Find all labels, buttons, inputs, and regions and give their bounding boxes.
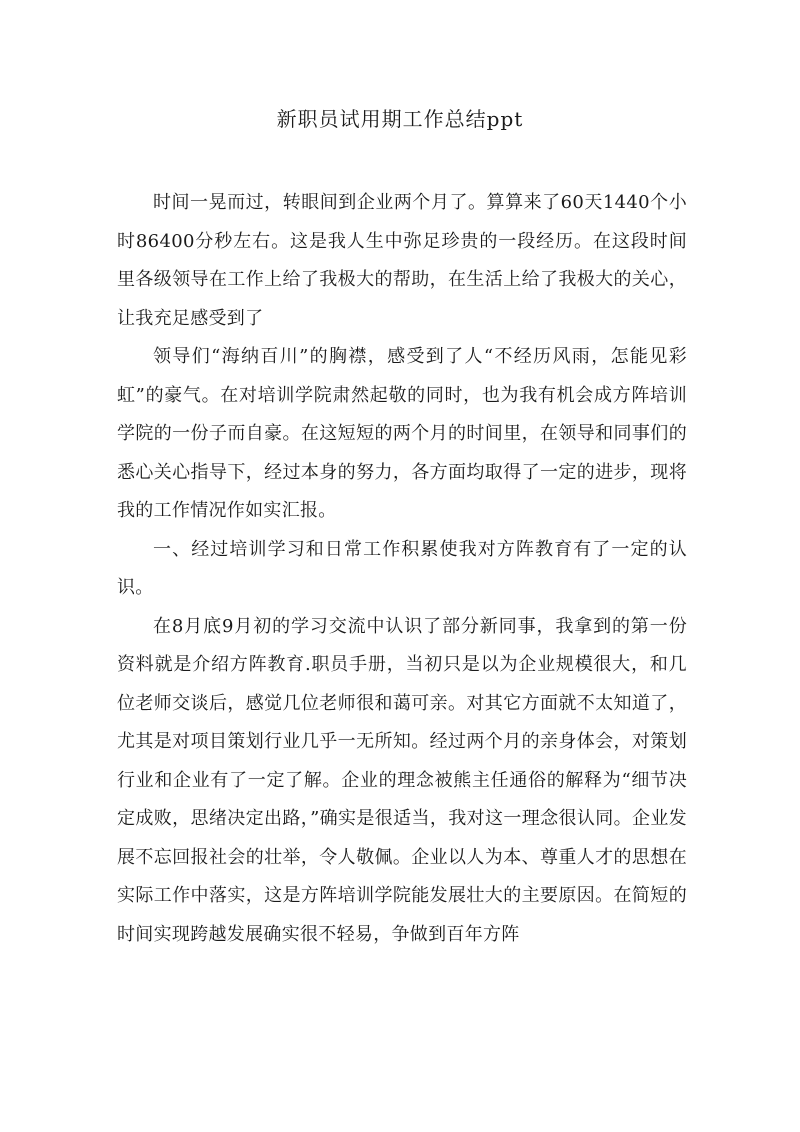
document-title: 新职员试用期工作总结ppt xyxy=(276,107,524,131)
paragraph-3: 一、经过培训学习和日常工作积累使我对方阵教育有了一定的认识。 xyxy=(117,538,687,598)
paragraph-2: 领导们“海纳百川”的胸襟，感受到了人“不经历风雨，怎能见彩虹”的豪气。在对培训学院肃然起敬的同时，也为我有机会成方阵培训学院的一份子而自豪。在这短短的两个月的时间里，在领导和同事们的悉心关心指导下，经过本身的努力，各方面均取得了一定的进步，现将我的工作情况作如实汇报。 xyxy=(117,346,687,521)
paragraph-4: 在8月底9月初的学习交流中认识了部分新同事，我拿到的第一份资料就是介绍方阵教育.职员手册，当初只是以为企业规模很大，和几位老师交谈后，感觉几位老师很和蔼可亲。对其它方面就不太知道了，尤其是对项目策划行业几乎一无所知。经过两个月的亲身体会，对策划行业和企业有了一定了解。企业的理念被熊主任通俗的解释为“细节决定成败，思绪决定出路，”确实是很适当，我对这一理念很认同。企业发展不忘回报社会的壮举，令人敬佩。企业以人为本、尊重人才的思想在实际工作中落实，这是方阵培训学院能发展壮大的主要原因。在简短的时间实现跨越发展确实很不轻易，争做到百年方阵 xyxy=(117,615,687,945)
paragraph-1: 时间一晃而过，转眼间到企业两个月了。算算来了60天1440个小时86400分秒左右。这是我人生中弥足珍贵的一段经历。在这段时间里各级领导在工作上给了我极大的帮助，在生活上给了我极大的关心，让我充足感受到了 xyxy=(117,192,687,329)
document-body xyxy=(117,184,687,954)
